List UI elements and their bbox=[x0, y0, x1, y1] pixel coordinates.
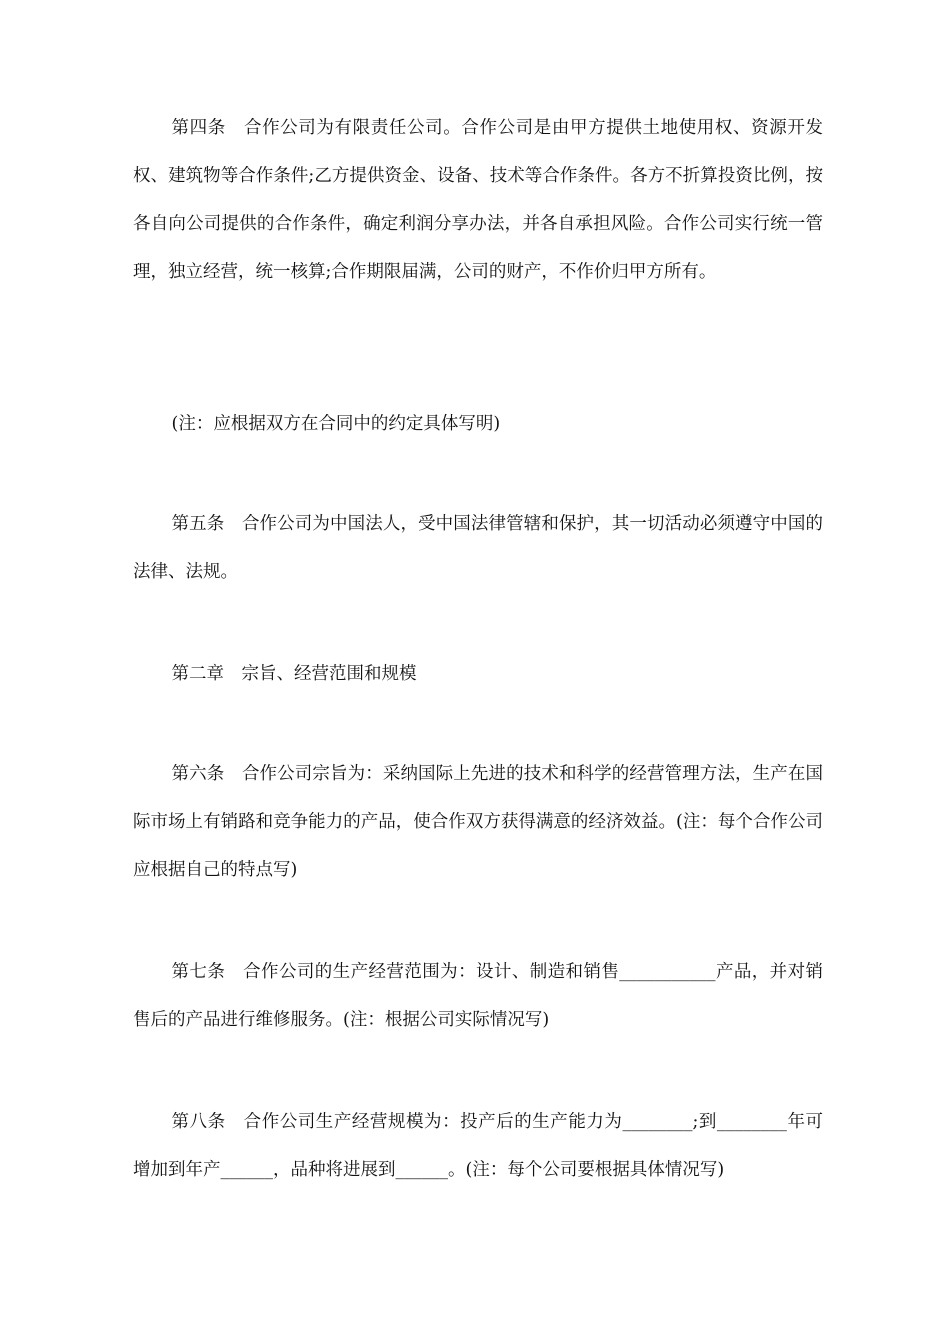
chapter-2-heading: 第二章 宗旨、经营范围和规模 bbox=[171, 664, 417, 684]
article-8-paragraph: 第八条 合作公司生产经营规模为：投产后的生产能力为________;到________年可增加到年产______，品种将进展到______。(注：每个公司要根据具体情况写) bbox=[133, 1112, 823, 1180]
article-5-paragraph: 第五条 合作公司为中国法人，受中国法律管辖和保护，其一切活动必须遵守中国的法律、法规。 bbox=[133, 514, 823, 582]
article-6-paragraph: 第六条 合作公司宗旨为：采纳国际上先进的技术和科学的经营管理方法，生产在国际市场上有销路和竞争能力的产品，使合作双方获得满意的经济效益。(注：每个合作公司应根据自己的特点写) bbox=[133, 764, 823, 880]
article-4-paragraph: 第四条 合作公司为有限责任公司。合作公司是由甲方提供土地使用权、资源开发权、建筑物等合作条件;乙方提供资金、设备、技术等合作条件。各方不折算投资比例，按各自向公司提供的合作条件，确定利润分享办法，并各自承担风险。合作公司实行统一管理，独立经营，统一核算;合作期限届满，公司的财产，不作价归甲方所有。 bbox=[133, 118, 823, 282]
article-7-paragraph: 第七条 合作公司的生产经营范围为：设计、制造和销售___________产品，并对销售后的产品进行维修服务。(注：根据公司实际情况写) bbox=[133, 962, 823, 1030]
note-paragraph: (注：应根据双方在合同中的约定具体写明) bbox=[171, 414, 501, 434]
